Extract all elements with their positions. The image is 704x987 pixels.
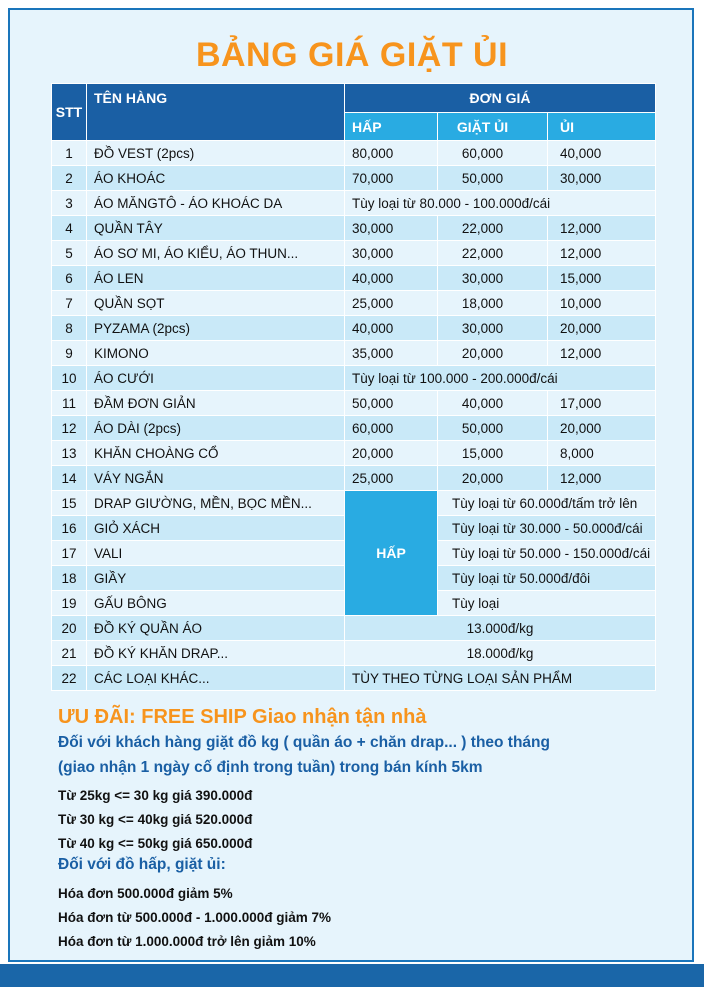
row-name: ÁO MĂNGTÔ - ÁO KHOÁC DA [87,191,345,216]
table-row [52,141,656,166]
row-price-note: Tùy loại từ 50.000đ/đôi [438,566,656,591]
table-row [52,191,656,216]
table-row [52,466,656,491]
row-stt: 7 [52,291,87,316]
row-giat-ui: 20,000 [438,341,548,366]
row-giat-ui: 60,000 [438,141,548,166]
row-price-note: Tùy loại từ 80.000 - 100.000đ/cái [345,191,656,216]
row-name: GIẦY [87,566,345,591]
table-row [52,391,656,416]
promo-hap-tier: Hóa đơn từ 500.000đ - 1.000.000đ giảm 7% [58,910,331,925]
header-unit-price: ĐƠN GIÁ [345,84,656,113]
row-ui: 20,000 [548,416,656,441]
row-stt: 16 [52,516,87,541]
page-title: BẢNG GIÁ GIẶT ỦI [195,36,509,74]
row-price-note: Tùy loại từ 60.000đ/tấm trở lên [438,491,656,516]
row-stt: 18 [52,566,87,591]
promotion-section [58,706,678,954]
row-stt: 14 [52,466,87,491]
table-row [52,616,656,641]
row-hap: 80,000 [345,141,438,166]
table-row [52,291,656,316]
table-row [52,266,656,291]
hap-service-block: HẤP [345,491,438,616]
row-hap: 50,000 [345,391,438,416]
row-name: VALI [87,541,345,566]
row-hap: 30,000 [345,216,438,241]
table-row [52,491,656,516]
row-ui: 15,000 [548,266,656,291]
row-ui: 10,000 [548,291,656,316]
row-hap: 25,000 [345,466,438,491]
header-stt: STT [52,84,87,141]
row-stt: 8 [52,316,87,341]
row-stt: 1 [52,141,87,166]
row-stt: 13 [52,441,87,466]
row-hap: 60,000 [345,416,438,441]
table-row [52,166,656,191]
row-stt: 21 [52,641,87,666]
table-header-row [52,84,656,113]
row-stt: 2 [52,166,87,191]
row-stt: 19 [52,591,87,616]
promo-hap-tier: Hóa đơn 500.000đ giảm 5% [58,886,233,901]
row-name: GẤU BÔNG [87,591,345,616]
row-giat-ui: 18,000 [438,291,548,316]
row-name: ĐẦM ĐƠN GIẢN [87,391,345,416]
row-giat-ui: 15,000 [438,441,548,466]
row-giat-ui: 22,000 [438,216,548,241]
row-stt: 6 [52,266,87,291]
table-row [52,241,656,266]
row-name: CÁC LOẠI KHÁC... [87,666,345,691]
row-name: KIMONO [87,341,345,366]
row-stt: 10 [52,366,87,391]
table-row [52,216,656,241]
table-row [52,316,656,341]
footer-band [0,964,704,987]
table-row [52,341,656,366]
row-stt: 5 [52,241,87,266]
promo-hap-tier: Hóa đơn từ 1.000.000đ trở lên giảm 10% [58,934,316,949]
row-ui: 12,000 [548,216,656,241]
row-hap: 35,000 [345,341,438,366]
promo-kg-line-2: (giao nhận 1 ngày cố định trong tuần) trong bán kính 5km [58,759,483,776]
header-giat-ui: GIẶT ỦI [438,113,548,141]
row-stt: 4 [52,216,87,241]
promo-kg-tier: Từ 40 kg <= 50kg giá 650.000đ [58,836,253,851]
row-hap: 40,000 [345,266,438,291]
row-hap: 70,000 [345,166,438,191]
header-ui: ỦI [548,113,656,141]
row-ui: 20,000 [548,316,656,341]
header-hap: HẤP [345,113,438,141]
row-stt: 15 [52,491,87,516]
row-name: KHĂN CHOÀNG CỔ [87,441,345,466]
table-row [52,416,656,441]
price-table [51,83,656,691]
row-name: ĐỒ KÝ KHĂN DRAP... [87,641,345,666]
row-hap: 40,000 [345,316,438,341]
header-name: TÊN HÀNG [87,84,345,141]
row-giat-ui: 30,000 [438,266,548,291]
row-stt: 3 [52,191,87,216]
promo-kg-tier: Từ 25kg <= 30 kg giá 390.000đ [58,788,253,803]
row-stt: 22 [52,666,87,691]
row-name: QUẦN SỌT [87,291,345,316]
table-row [52,366,656,391]
row-price-note: TÙY THEO TỪNG LOẠI SẢN PHẨM [345,666,656,691]
row-giat-ui: 30,000 [438,316,548,341]
row-hap: 30,000 [345,241,438,266]
row-stt: 17 [52,541,87,566]
row-price-note: 13.000đ/kg [345,616,656,641]
promo-title: ƯU ĐÃI: FREE SHIP Giao nhận tận nhà [58,706,427,728]
row-name: QUẦN TÂY [87,216,345,241]
table-row [52,441,656,466]
row-giat-ui: 20,000 [438,466,548,491]
row-ui: 12,000 [548,466,656,491]
row-stt: 20 [52,616,87,641]
row-ui: 12,000 [548,341,656,366]
table-row [52,641,656,666]
row-ui: 17,000 [548,391,656,416]
promo-kg-line-1: Đối với khách hàng giặt đồ kg ( quần áo + chăn drap... ) theo tháng [58,734,550,751]
promo-hap-heading: Đối với đồ hấp, giặt ủi: [58,856,226,873]
promo-kg-tier: Từ 30 kg <= 40kg giá 520.000đ [58,812,253,827]
row-name: ĐỒ KÝ QUẦN ÁO [87,616,345,641]
row-price-note: Tùy loại [438,591,656,616]
row-price-note: 18.000đ/kg [345,641,656,666]
row-hap: 20,000 [345,441,438,466]
row-hap: 25,000 [345,291,438,316]
row-price-note: Tùy loại từ 50.000 - 150.000đ/cái [438,541,656,566]
row-name: ÁO DÀI (2pcs) [87,416,345,441]
row-price-note: Tùy loại từ 30.000 - 50.000đ/cái [438,516,656,541]
row-stt: 11 [52,391,87,416]
row-name: ĐỒ VEST (2pcs) [87,141,345,166]
row-ui: 8,000 [548,441,656,466]
row-stt: 12 [52,416,87,441]
row-giat-ui: 22,000 [438,241,548,266]
row-price-note: Tùy loại từ 100.000 - 200.000đ/cái [345,366,656,391]
row-name: PYZAMA (2pcs) [87,316,345,341]
row-giat-ui: 50,000 [438,416,548,441]
table-row [52,666,656,691]
row-ui: 12,000 [548,241,656,266]
row-name: ÁO KHOÁC [87,166,345,191]
row-name: ÁO SƠ MI, ÁO KIỂU, ÁO THUN... [87,241,345,266]
row-name: ÁO CƯỚI [87,366,345,391]
row-stt: 9 [52,341,87,366]
row-name: DRAP GIƯỜNG, MỀN, BỌC MỀN... [87,491,345,516]
row-ui: 30,000 [548,166,656,191]
row-giat-ui: 50,000 [438,166,548,191]
row-name: VÁY NGẮN [87,466,345,491]
row-giat-ui: 40,000 [438,391,548,416]
row-ui: 40,000 [548,141,656,166]
row-name: GIỎ XÁCH [87,516,345,541]
row-name: ÁO LEN [87,266,345,291]
